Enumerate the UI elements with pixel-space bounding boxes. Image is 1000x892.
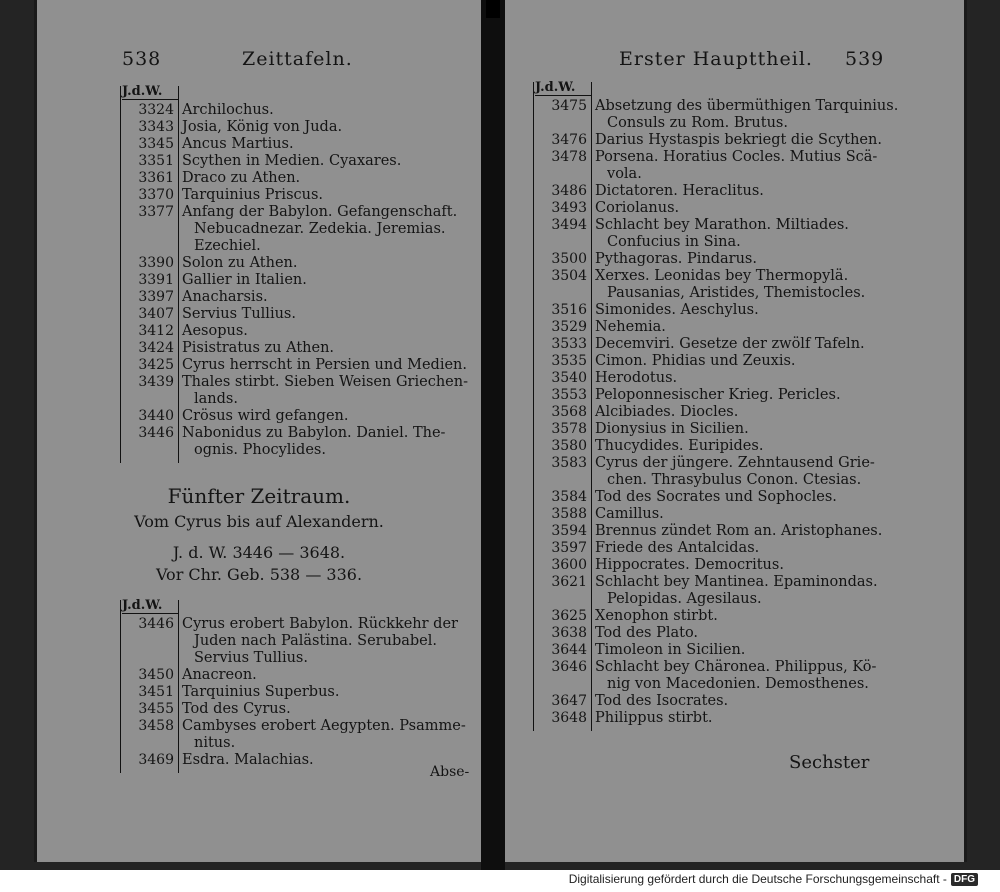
section-title: Fünfter Zeitraum. — [167, 484, 351, 508]
year-cell: 3397 — [138, 289, 174, 305]
year-cell: 3476 — [551, 132, 587, 148]
event-cell: Tod des Isocrates. — [595, 693, 729, 709]
year-cell: 3638 — [551, 625, 587, 641]
right-catchword: Sechster — [789, 752, 870, 773]
event-cell: Porsena. Horatius Cocles. Mutius Scä- — [595, 149, 878, 165]
header-rule — [535, 95, 591, 96]
event-cell: Tod des Plato. — [595, 625, 699, 641]
timeline-table-3 — [535, 80, 925, 730]
event-cell: Cimon. Phidias und Zeuxis. — [595, 353, 796, 369]
event-cell: Dionysius in Sicilien. — [595, 421, 749, 437]
event-cell-continuation: Servius Tullius. — [194, 650, 308, 666]
year-cell: 3529 — [551, 319, 587, 335]
year-cell: 3621 — [551, 574, 587, 590]
event-cell: Aesopus. — [182, 323, 248, 339]
table-left-rule — [120, 600, 121, 773]
year-cell: 3451 — [138, 684, 174, 700]
event-cell-continuation: vola. — [607, 166, 642, 182]
year-cell: 3351 — [138, 153, 174, 169]
year-cell: 3504 — [551, 268, 587, 284]
event-cell-continuation: ognis. Phocylides. — [194, 442, 326, 458]
year-cell: 3377 — [138, 204, 174, 220]
year-cell: 3553 — [551, 387, 587, 403]
year-cell: 3458 — [138, 718, 174, 734]
left-catchword: Abse- — [430, 764, 470, 780]
event-cell: Cyrus der jüngere. Zehntausend Grie- — [595, 455, 875, 471]
year-cell: 3412 — [138, 323, 174, 339]
right-page — [499, 0, 967, 862]
year-cell: 3600 — [551, 557, 587, 573]
year-cell: 3646 — [551, 659, 587, 675]
event-cell: Friede des Antalcidas. — [595, 540, 760, 556]
year-cell: 3424 — [138, 340, 174, 356]
year-cell: 3446 — [138, 425, 174, 441]
left-page-edge — [34, 0, 37, 862]
book-spine — [481, 0, 505, 870]
event-cell: Schlacht bey Marathon. Miltiades. — [595, 217, 849, 233]
left-running-head: Zeittafeln. — [242, 48, 353, 70]
year-cell: 3578 — [551, 421, 587, 437]
year-cell: 3535 — [551, 353, 587, 369]
event-cell: Scythen in Medien. Cyaxares. — [182, 153, 402, 169]
event-cell-continuation: Nebucadnezar. Zedekia. Jeremias. — [194, 221, 446, 237]
event-cell: Nehemia. — [595, 319, 666, 335]
year-cell: 3644 — [551, 642, 587, 658]
year-cell: 3540 — [551, 370, 587, 386]
year-cell: 3597 — [551, 540, 587, 556]
event-cell: Cyrus erobert Babylon. Rückkehr der — [182, 616, 458, 632]
event-cell: Draco zu Athen. — [182, 170, 301, 186]
event-cell: Tarquinius Superbus. — [182, 684, 340, 700]
section-subtitle: Vom Cyrus bis auf Alexandern. — [134, 512, 384, 531]
footer-text: Digitalisierung gefördert durch die Deutsche Forschungsgemeinschaft - — [568, 872, 947, 886]
event-cell: Timoleon in Sicilien. — [595, 642, 746, 658]
year-cell: 3568 — [551, 404, 587, 420]
table-header: J.d.W. — [122, 84, 163, 99]
year-cell: 3440 — [138, 408, 174, 424]
event-cell-continuation: chen. Thrasybulus Conon. Ctesias. — [607, 472, 862, 488]
year-cell: 3390 — [138, 255, 174, 271]
year-cell: 3450 — [138, 667, 174, 683]
year-cell: 3584 — [551, 489, 587, 505]
year-cell: 3439 — [138, 374, 174, 390]
spine-marker — [486, 0, 500, 18]
year-cell: 3391 — [138, 272, 174, 288]
right-running-head: Erster Haupttheil. — [619, 48, 813, 70]
event-cell: Simonides. Aeschylus. — [595, 302, 759, 318]
year-cell: 3455 — [138, 701, 174, 717]
footer-credit — [569, 872, 978, 886]
table-column-rule — [178, 86, 179, 463]
event-cell-continuation: Confucius in Sina. — [607, 234, 741, 250]
year-cell: 3407 — [138, 306, 174, 322]
right-page-edge — [964, 0, 967, 862]
event-cell: Alcibiades. Diocles. — [595, 404, 739, 420]
range-line-years-bc: Vor Chr. Geb. 538 — 336. — [155, 565, 363, 584]
table-header: J.d.W. — [535, 80, 576, 95]
event-cell: Brennus zündet Rom an. Aristophanes. — [595, 523, 883, 539]
year-cell: 3324 — [138, 102, 174, 118]
event-cell: Tarquinius Priscus. — [182, 187, 324, 203]
event-cell-continuation: nitus. — [194, 735, 236, 751]
event-cell: Esdra. Malachias. — [182, 752, 314, 768]
event-cell: Peloponnesischer Krieg. Pericles. — [595, 387, 841, 403]
event-cell: Tod des Socrates und Sophocles. — [595, 489, 837, 505]
event-cell: Coriolanus. — [595, 200, 680, 216]
event-cell-continuation: nig von Macedonien. Demosthenes. — [607, 676, 869, 692]
right-page-number: 539 — [845, 48, 885, 70]
year-cell: 3343 — [138, 119, 174, 135]
event-cell: Schlacht bey Chäronea. Philippus, Kö- — [595, 659, 877, 675]
timeline-table-1 — [122, 84, 482, 458]
year-cell: 3647 — [551, 693, 587, 709]
range-line-years-world: J. d. W. 3446 — 3648. — [172, 543, 346, 562]
table-column-rule — [178, 600, 179, 773]
year-cell: 3475 — [551, 98, 587, 114]
table-column-rule — [591, 82, 592, 731]
year-cell: 3345 — [138, 136, 174, 152]
event-cell: Josia, König von Juda. — [182, 119, 343, 135]
year-cell: 3469 — [138, 752, 174, 768]
year-cell: 3370 — [138, 187, 174, 203]
left-page — [34, 0, 484, 862]
year-cell: 3500 — [551, 251, 587, 267]
event-cell: Thucydides. Euripides. — [595, 438, 764, 454]
year-cell: 3594 — [551, 523, 587, 539]
event-cell-continuation: Pausanias, Aristides, Themistocles. — [607, 285, 866, 301]
year-cell: 3425 — [138, 357, 174, 373]
event-cell: Tod des Cyrus. — [182, 701, 291, 717]
year-cell: 3494 — [551, 217, 587, 233]
header-rule — [122, 613, 178, 614]
event-cell: Xenophon stirbt. — [595, 608, 718, 624]
year-cell: 3361 — [138, 170, 174, 186]
year-cell: 3588 — [551, 506, 587, 522]
event-cell: Archilochus. — [182, 102, 274, 118]
event-cell-continuation: Pelopidas. Agesilaus. — [607, 591, 762, 607]
year-cell: 3516 — [551, 302, 587, 318]
event-cell: Pisistratus zu Athen. — [182, 340, 335, 356]
year-cell: 3478 — [551, 149, 587, 165]
year-cell: 3583 — [551, 455, 587, 471]
event-cell: Cambyses erobert Aegypten. Psamme- — [182, 718, 466, 734]
year-cell: 3486 — [551, 183, 587, 199]
event-cell: Anacharsis. — [182, 289, 268, 305]
year-cell: 3648 — [551, 710, 587, 726]
timeline-table-2 — [122, 598, 482, 768]
event-cell: Darius Hystaspis bekriegt die Scythen. — [595, 132, 882, 148]
event-cell-continuation: lands. — [194, 391, 238, 407]
event-cell: Dictatoren. Heraclitus. — [595, 183, 764, 199]
year-cell: 3446 — [138, 616, 174, 632]
event-cell-continuation: Ezechiel. — [194, 238, 261, 254]
event-cell: Absetzung des übermüthigen Tarquinius. — [595, 98, 899, 114]
year-cell: 3580 — [551, 438, 587, 454]
event-cell: Servius Tullius. — [182, 306, 296, 322]
year-cell: 3493 — [551, 200, 587, 216]
event-cell-continuation: Juden nach Palästina. Serubabel. — [194, 633, 437, 649]
table-left-rule — [533, 82, 534, 731]
event-cell-continuation: Consuls zu Rom. Brutus. — [607, 115, 788, 131]
event-cell: Schlacht bey Mantinea. Epaminondas. — [595, 574, 878, 590]
event-cell: Nabonidus zu Babylon. Daniel. The- — [182, 425, 446, 441]
event-cell: Herodotus. — [595, 370, 678, 386]
left-page-number: 538 — [122, 48, 162, 70]
table-header: J.d.W. — [122, 598, 163, 613]
table-left-rule — [120, 86, 121, 463]
event-cell: Philippus stirbt. — [595, 710, 713, 726]
event-cell: Cyrus herrscht in Persien und Medien. — [182, 357, 467, 373]
year-cell: 3533 — [551, 336, 587, 352]
event-cell: Gallier in Italien. — [182, 272, 307, 288]
event-cell: Pythagoras. Pindarus. — [595, 251, 757, 267]
event-cell: Anacreon. — [182, 667, 257, 683]
event-cell: Ancus Martius. — [182, 136, 294, 152]
event-cell: Solon zu Athen. — [182, 255, 298, 271]
event-cell: Crösus wird gefangen. — [182, 408, 349, 424]
event-cell: Xerxes. Leonidas bey Thermopylä. — [595, 268, 849, 284]
event-cell: Anfang der Babylon. Gefangenschaft. — [182, 204, 458, 220]
event-cell: Camillus. — [595, 506, 664, 522]
year-cell: 3625 — [551, 608, 587, 624]
header-rule — [122, 99, 178, 100]
event-cell: Hippocrates. Democritus. — [595, 557, 784, 573]
event-cell: Decemviri. Gesetze der zwölf Tafeln. — [595, 336, 865, 352]
event-cell: Thales stirbt. Sieben Weisen Griechen- — [182, 374, 468, 390]
dfg-logo-icon: DFG — [951, 873, 978, 886]
